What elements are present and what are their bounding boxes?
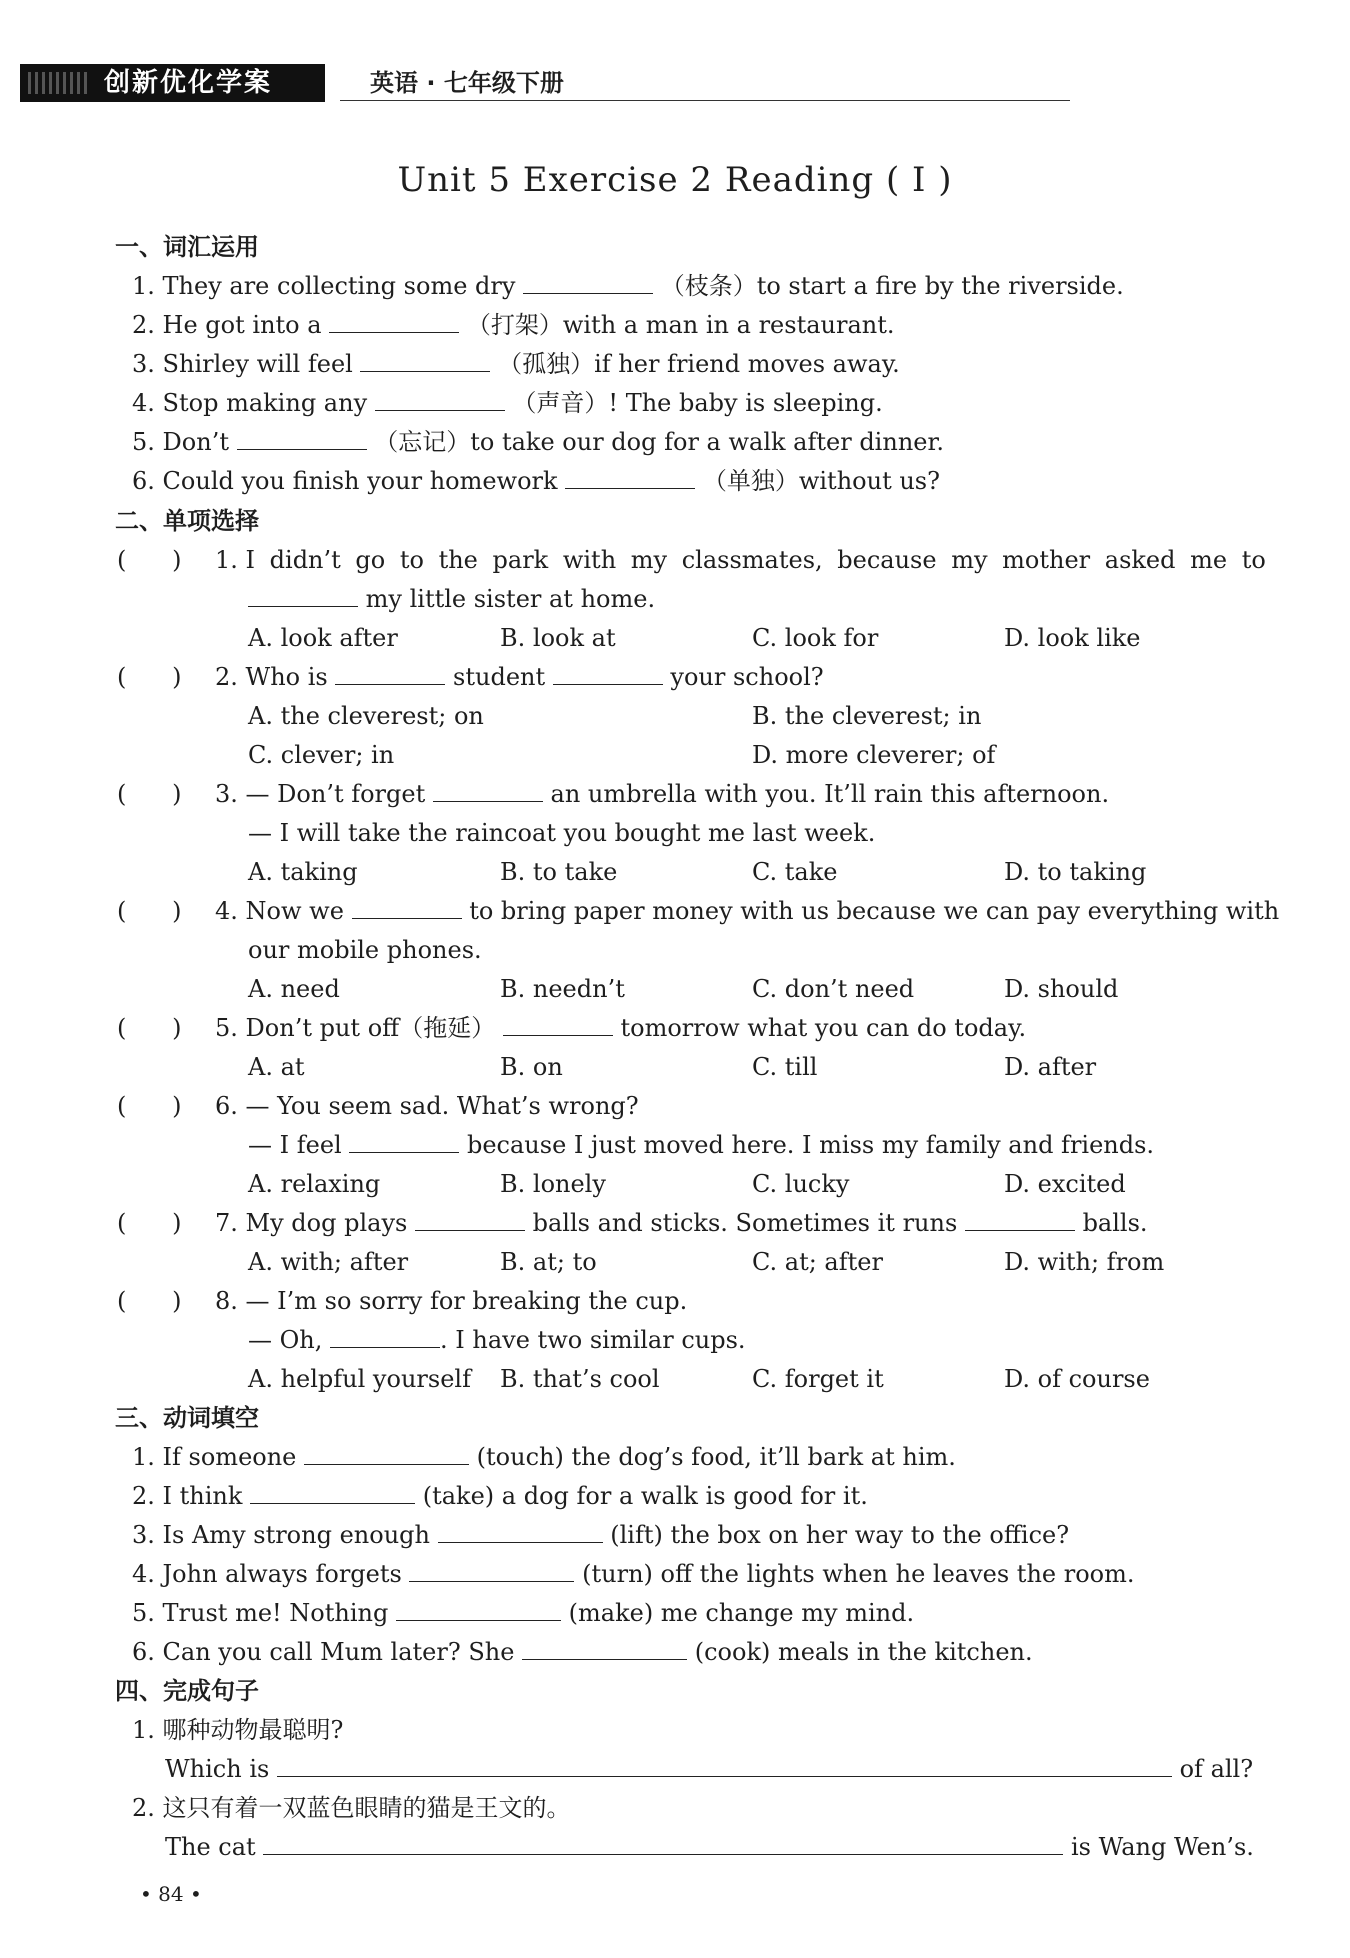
answer-blank[interactable] bbox=[330, 1325, 440, 1348]
option-a[interactable]: A. helpful yourself bbox=[248, 1365, 471, 1393]
option-a[interactable]: A. with; after bbox=[248, 1248, 409, 1276]
item-text: Trust me! Nothing bbox=[162, 1599, 389, 1627]
option-c[interactable]: C. till bbox=[752, 1053, 818, 1081]
page-header bbox=[20, 64, 1055, 102]
question-text: Don’t put off（拖延） bbox=[245, 1014, 496, 1042]
item-number: 5. bbox=[132, 428, 155, 456]
item-text: is Wang Wen’s. bbox=[1070, 1833, 1254, 1861]
vocab-item bbox=[132, 310, 895, 340]
option-a[interactable]: A. at bbox=[248, 1053, 305, 1081]
subject-label: 英语 · 七年级下册 bbox=[370, 69, 564, 97]
question-text: My dog plays bbox=[245, 1209, 408, 1237]
item-text: （声音）! The baby is sleeping. bbox=[512, 389, 883, 417]
verb-item bbox=[132, 1637, 1033, 1667]
item-number: 5. bbox=[132, 1599, 155, 1627]
answer-blank[interactable] bbox=[329, 310, 459, 333]
sentence-prompt bbox=[132, 1715, 343, 1745]
answer-blank[interactable] bbox=[349, 1130, 459, 1153]
item-text: of all? bbox=[1179, 1755, 1254, 1783]
answer-blank[interactable] bbox=[409, 1559, 574, 1582]
item-number: 4. bbox=[215, 897, 238, 925]
question-text: because I just moved here. I miss my family and friends. bbox=[466, 1131, 1155, 1159]
item-number: 6. bbox=[132, 1638, 155, 1666]
answer-blank[interactable] bbox=[565, 466, 695, 489]
question-text: — Oh, bbox=[248, 1326, 323, 1354]
item-number: 3. bbox=[132, 350, 155, 378]
item-text: Is Amy strong enough bbox=[162, 1521, 430, 1549]
item-text: He got into a bbox=[162, 311, 322, 339]
item-text: (make) me change my mind. bbox=[568, 1599, 915, 1627]
verb-item bbox=[132, 1442, 956, 1472]
choice-question bbox=[215, 545, 1265, 575]
answer-parentheses[interactable]: ( ) bbox=[117, 546, 182, 574]
item-text: Stop making any bbox=[162, 389, 368, 417]
option-b[interactable]: B. to take bbox=[500, 858, 618, 886]
item-number: 3. bbox=[215, 780, 238, 808]
question-text: to bring paper money with us because we can pay everything with bbox=[469, 897, 1280, 925]
question-text: — You seem sad. What’s wrong? bbox=[245, 1092, 639, 1120]
answer-blank[interactable] bbox=[277, 1754, 1172, 1777]
answer-parentheses[interactable]: ( ) bbox=[117, 663, 182, 691]
answer-blank[interactable] bbox=[522, 1637, 687, 1660]
item-number: 2. bbox=[132, 1482, 155, 1510]
item-text: Shirley will feel bbox=[162, 350, 353, 378]
option-b[interactable]: B. on bbox=[500, 1053, 563, 1081]
answer-blank[interactable] bbox=[503, 1013, 613, 1036]
item-text: Can you call Mum later? She bbox=[162, 1638, 515, 1666]
vocab-item bbox=[132, 466, 940, 496]
question-text: — I feel bbox=[248, 1131, 342, 1159]
item-text: (touch) the dog’s food, it’ll bark at him. bbox=[476, 1443, 956, 1471]
dialogue-reply bbox=[248, 1130, 1154, 1160]
option-b[interactable]: B. that’s cool bbox=[500, 1365, 660, 1393]
option-d[interactable]: D. of course bbox=[1004, 1365, 1150, 1393]
choice-question bbox=[215, 1286, 687, 1316]
page-title: Unit 5 Exercise 2 Reading ( Ⅰ ) bbox=[397, 160, 953, 200]
answer-blank[interactable] bbox=[304, 1442, 469, 1465]
item-number: 1. bbox=[132, 272, 155, 300]
question-text: . I have two similar cups. bbox=[440, 1326, 746, 1354]
choice-question bbox=[215, 1091, 639, 1121]
item-text: I think bbox=[162, 1482, 243, 1510]
item-text: （枝条）to start a fire by the riverside. bbox=[660, 272, 1124, 300]
section-heading-verbs: 三、动词填空 bbox=[115, 1404, 259, 1432]
sentence-prompt bbox=[132, 1793, 571, 1823]
verb-item bbox=[132, 1481, 868, 1511]
item-number: 4. bbox=[132, 389, 155, 417]
brand-dots-decoration bbox=[28, 72, 88, 94]
item-text: （忘记）to take our dog for a walk after dinner. bbox=[374, 428, 944, 456]
answer-blank[interactable] bbox=[433, 779, 543, 802]
question-text: Who is bbox=[245, 663, 328, 691]
answer-parentheses[interactable]: ( ) bbox=[117, 1287, 182, 1315]
answer-blank[interactable] bbox=[415, 1208, 525, 1231]
choice-question bbox=[215, 662, 824, 692]
choice-question bbox=[215, 1013, 1026, 1043]
choice-question-cont bbox=[248, 584, 655, 614]
option-a[interactable]: A. the cleverest; on bbox=[248, 702, 484, 730]
option-c[interactable]: C. at; after bbox=[752, 1248, 883, 1276]
option-d[interactable]: D. look like bbox=[1004, 624, 1141, 652]
answer-blank[interactable] bbox=[438, 1520, 603, 1543]
option-a[interactable]: A. taking bbox=[248, 858, 358, 886]
option-c[interactable]: C. clever; in bbox=[248, 741, 395, 769]
item-text: (take) a dog for a walk is good for it. bbox=[422, 1482, 868, 1510]
option-c[interactable]: C. forget it bbox=[752, 1365, 884, 1393]
option-c[interactable]: C. lucky bbox=[752, 1170, 850, 1198]
option-d[interactable]: D. to taking bbox=[1004, 858, 1147, 886]
item-text: They are collecting some dry bbox=[162, 272, 516, 300]
brand-banner bbox=[20, 64, 325, 102]
answer-blank[interactable] bbox=[523, 271, 653, 294]
section-heading-vocab: 一、词汇运用 bbox=[115, 233, 259, 261]
chinese-prompt: 这只有着一双蓝色眼睛的猫是王文的。 bbox=[162, 1794, 571, 1822]
answer-blank[interactable] bbox=[396, 1598, 561, 1621]
option-c[interactable]: C. look for bbox=[752, 624, 879, 652]
option-a[interactable]: A. relaxing bbox=[248, 1170, 381, 1198]
answer-blank[interactable] bbox=[335, 662, 445, 685]
vocab-item bbox=[132, 427, 944, 457]
answer-parentheses[interactable]: ( ) bbox=[117, 780, 182, 808]
answer-blank[interactable] bbox=[237, 427, 367, 450]
chinese-prompt: 哪种动物最聪明? bbox=[162, 1716, 344, 1744]
item-text: （打架）with a man in a restaurant. bbox=[466, 311, 895, 339]
sentence-answer bbox=[165, 1754, 1253, 1784]
item-text: The cat bbox=[165, 1833, 256, 1861]
item-text: If someone bbox=[162, 1443, 297, 1471]
choice-question-cont: our mobile phones. bbox=[248, 936, 482, 964]
verb-item bbox=[132, 1598, 914, 1628]
item-text: (cook) meals in the kitchen. bbox=[694, 1638, 1033, 1666]
question-text: I didn’t go to the park with my classmates, because my mother asked me to bbox=[245, 546, 1266, 574]
brand-text: 创新优化学案 bbox=[104, 68, 273, 98]
question-text: tomorrow what you can do today. bbox=[620, 1014, 1027, 1042]
item-number: 2. bbox=[215, 663, 238, 691]
item-number: 7. bbox=[215, 1209, 238, 1237]
option-d[interactable]: D. excited bbox=[1004, 1170, 1126, 1198]
answer-blank[interactable] bbox=[553, 662, 663, 685]
sentence-answer bbox=[165, 1832, 1254, 1862]
item-number: 3. bbox=[132, 1521, 155, 1549]
item-number: 8. bbox=[215, 1287, 238, 1315]
answer-parentheses[interactable]: ( ) bbox=[117, 1092, 182, 1120]
answer-blank[interactable] bbox=[263, 1832, 1063, 1855]
section-heading-sentences: 四、完成句子 bbox=[115, 1677, 259, 1705]
option-a[interactable]: A. look after bbox=[248, 624, 398, 652]
answer-blank[interactable] bbox=[965, 1208, 1075, 1231]
item-number: 2. bbox=[132, 1794, 155, 1822]
vocab-item bbox=[132, 271, 1124, 301]
question-text: an umbrella with you. It’ll rain this afternoon. bbox=[550, 780, 1110, 808]
vocab-item bbox=[132, 349, 900, 379]
item-number: 5. bbox=[215, 1014, 238, 1042]
answer-blank[interactable] bbox=[375, 388, 505, 411]
item-text: (turn) off the lights when he leaves the room. bbox=[582, 1560, 1135, 1588]
item-text: Which is bbox=[165, 1755, 270, 1783]
question-text: — I’m so sorry for breaking the cup. bbox=[245, 1287, 688, 1315]
page-number: • 84 • bbox=[140, 1882, 202, 1906]
question-text: your school? bbox=[670, 663, 824, 691]
option-d[interactable]: D. should bbox=[1004, 975, 1119, 1003]
item-number: 1. bbox=[132, 1443, 155, 1471]
answer-parentheses[interactable]: ( ) bbox=[117, 1209, 182, 1237]
answer-parentheses[interactable]: ( ) bbox=[117, 897, 182, 925]
item-number: 6. bbox=[215, 1092, 238, 1120]
item-text: (lift) the box on her way to the office? bbox=[610, 1521, 1070, 1549]
question-text: balls and sticks. Sometimes it runs bbox=[532, 1209, 958, 1237]
dialogue-reply bbox=[248, 1325, 746, 1355]
question-text: my little sister at home. bbox=[365, 585, 656, 613]
item-text: Don’t bbox=[162, 428, 229, 456]
vocab-item bbox=[132, 388, 883, 418]
answer-parentheses[interactable]: ( ) bbox=[117, 1014, 182, 1042]
question-text: — Don’t forget bbox=[245, 780, 426, 808]
item-text: Could you finish your homework bbox=[162, 467, 558, 495]
option-c[interactable]: C. take bbox=[752, 858, 838, 886]
item-text: （孤独）if her friend moves away. bbox=[498, 350, 900, 378]
option-b[interactable]: B. at; to bbox=[500, 1248, 597, 1276]
option-d[interactable]: D. with; from bbox=[1004, 1248, 1165, 1276]
question-text: balls. bbox=[1082, 1209, 1148, 1237]
option-b[interactable]: B. lonely bbox=[500, 1170, 606, 1198]
answer-blank[interactable] bbox=[248, 584, 358, 607]
item-number: 6. bbox=[132, 467, 155, 495]
option-d[interactable]: D. after bbox=[1004, 1053, 1097, 1081]
item-number: 1. bbox=[215, 546, 238, 574]
choice-question bbox=[215, 779, 1109, 809]
item-text: John always forgets bbox=[162, 1560, 402, 1588]
answer-blank[interactable] bbox=[360, 349, 490, 372]
header-rule bbox=[340, 100, 1070, 101]
item-text: （单独）without us? bbox=[702, 467, 940, 495]
verb-item bbox=[132, 1559, 1135, 1589]
option-a[interactable]: A. need bbox=[248, 975, 340, 1003]
item-number: 4. bbox=[132, 1560, 155, 1588]
answer-blank[interactable] bbox=[250, 1481, 415, 1504]
option-b[interactable]: B. needn’t bbox=[500, 975, 625, 1003]
option-d[interactable]: D. more cleverer; of bbox=[752, 741, 996, 769]
choice-question bbox=[215, 1208, 1148, 1238]
item-number: 1. bbox=[132, 1716, 155, 1744]
section-heading-choice: 二、单项选择 bbox=[115, 507, 259, 535]
dialogue-reply: — I will take the raincoat you bought me last week. bbox=[248, 819, 876, 847]
choice-question bbox=[215, 896, 1279, 926]
question-text: student bbox=[453, 663, 546, 691]
verb-item bbox=[132, 1520, 1069, 1550]
item-number: 2. bbox=[132, 311, 155, 339]
option-b[interactable]: B. the cleverest; in bbox=[752, 702, 982, 730]
answer-blank[interactable] bbox=[352, 896, 462, 919]
option-c[interactable]: C. don’t need bbox=[752, 975, 915, 1003]
question-text: Now we bbox=[245, 897, 344, 925]
option-b[interactable]: B. look at bbox=[500, 624, 616, 652]
